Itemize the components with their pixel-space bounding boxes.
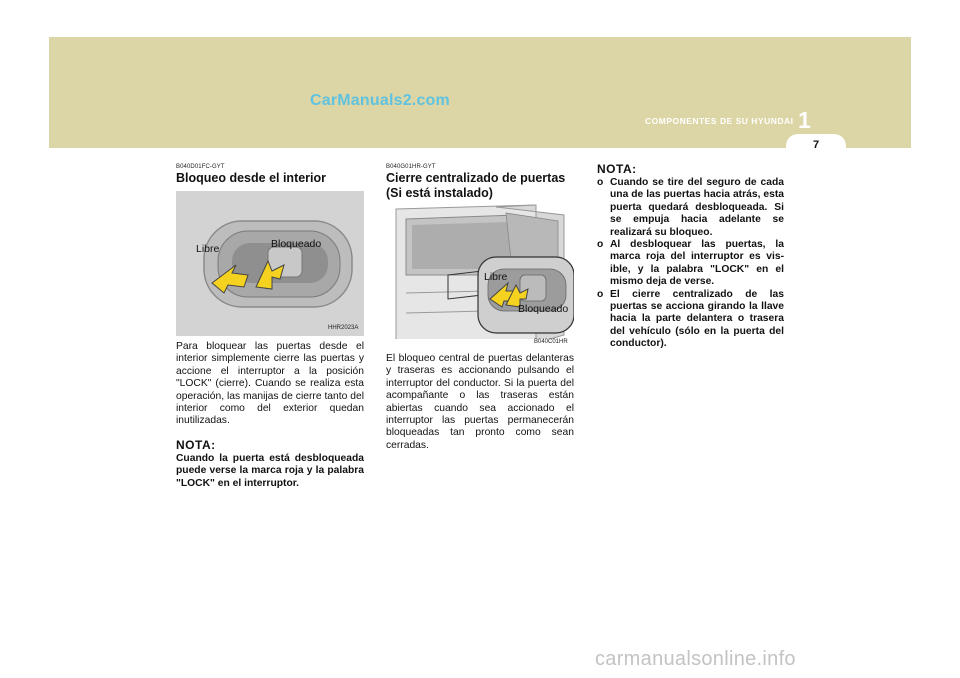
list-marker: o [597, 177, 604, 188]
page-number: 7 [812, 139, 820, 151]
figure-label-bloqueado: Bloqueado [271, 238, 322, 250]
list-item-text: El cierre centralizado de las puertas se acciona girando la llave hacia la parte delantera o trasera del vehículo (sólo en la puerta del conductor). [610, 288, 784, 350]
section-body-2: El bloqueo central de puertas delanteras y traseras es accionando pulsando el interruptor del conductor. Si la puerta del acompañante o las traseras están abiertas cuando sea accionado el interruptor las puertas permanecerán bloqueadas tan pronto como sean cerradas. [386, 353, 574, 451]
chapter-number: 1 [798, 107, 811, 133]
list-item-text: Al desbloquear las puertas, la marca roja del interruptor es vis- ible, y la palabra "LOCK" en el mismo deja de verse. [610, 239, 784, 288]
section-code-2: B040G01HR-GYT [386, 164, 436, 170]
nota-label-2: NOTA: [597, 162, 637, 176]
list-item-text: Cuando se tire del seguro de cada una de las puertas hacia atrás, esta puerta quedará desbloqueada. Si se empuja hacia adelante se realizará su bloqueo. [610, 177, 784, 238]
header-band [49, 37, 911, 148]
section-heading-2-line2: (Si está instalado) [386, 186, 493, 200]
list-item [597, 177, 784, 239]
figure-code-2: B040C01HR [534, 339, 568, 345]
watermark: carmanualsonline.info [595, 648, 796, 670]
figure-label-bloqueado-2: Bloqueado [518, 303, 569, 315]
inner-door-handle-figure [176, 191, 364, 336]
figure-code: HHR2023A [328, 325, 359, 331]
chapter-title: COMPONENTES DE SU HYUNDAI [645, 116, 794, 126]
nota-label: NOTA: [176, 438, 216, 452]
section-code: B040D01FC-GYT [176, 164, 225, 170]
central-lock-figure [386, 203, 574, 348]
section-heading: Bloqueo desde el interior [176, 171, 327, 185]
site-link[interactable]: CarManuals2.com [310, 92, 450, 109]
list-item [597, 239, 784, 289]
list-marker: o [597, 239, 604, 251]
nota-text: Cuando la puerta está desbloqueada puede verse la marca roja y la palabra "LOCK" en el interruptor. [176, 453, 364, 489]
figure-label-libre-2: Libre [484, 271, 508, 283]
page-tab [786, 134, 846, 158]
truck-door-illustration [386, 203, 574, 348]
list-marker: o [597, 288, 604, 300]
section-body: Para bloquear las puertas desde el interior simplemente cierre las puertas y accione el interruptor a la posición "LOCK" (cierre). Cuando se realiza esta operación, las manijas de cierre tanto del interior como del exterior quedan inutilizadas. [176, 341, 364, 427]
nota-list [597, 177, 784, 351]
list-item [597, 289, 784, 351]
section-heading-2-line1: Cierre centralizado de puertas [386, 171, 566, 185]
figure-label-libre: Libre [196, 243, 220, 255]
door-handle-illustration [176, 191, 364, 336]
